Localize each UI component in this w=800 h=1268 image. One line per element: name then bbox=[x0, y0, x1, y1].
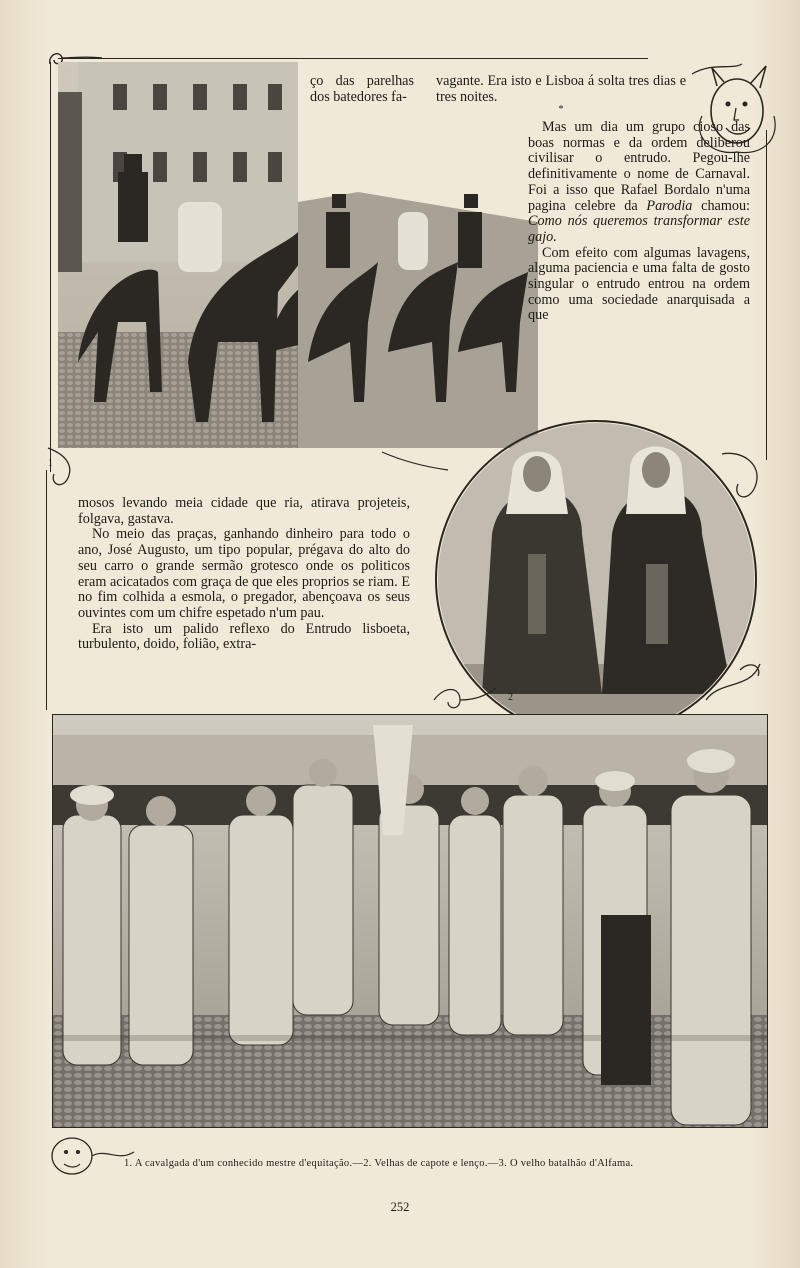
frame-right-line bbox=[766, 130, 767, 460]
photo-caption: 1. A cavalgada d'um conhecido mestre d'equitação.—2. Velhas de capote e lenço.—3. O velho batalhão d'Alfama. bbox=[124, 1158, 634, 1169]
figure-number-1: 1 bbox=[48, 458, 53, 469]
paragraph-4: Com efeito com algumas lavagens, alguma paciencia e uma falta de gosto singular o entrudo entrou na ordem como uma sociedade anarquisada a que bbox=[528, 244, 750, 324]
photo-cavalcade bbox=[58, 62, 298, 448]
paragraph-6: No meio das praças, ganhando dinheiro para todo o ano, José Augusto, um tipo popular, prégava do alto do seu carro o grande sermão grotesco onde os politicos eram acicatados com graça de que eles proprios se riam. E no fim colhida a esmola, o pregador, abençoava os seus ouvintes com um chifre espetado n'um pau. bbox=[78, 526, 410, 621]
paragraph-2: vagante. Era isto e Lisboa á solta tres dias e tres noites. bbox=[436, 73, 686, 105]
text-column-right bbox=[528, 120, 750, 324]
figure-number-2: 2 bbox=[508, 692, 513, 703]
frame-left-line-2 bbox=[46, 470, 47, 710]
paragraph-3: Mas um dia um grupo cioso das boas normas e da ordem deliberou civilisar o entrudo. Pegou-lhe definitivamente o nome de Carnaval. Foi a isso que Rafael Bordalo n'uma pagina celebre da Parodia chamou: Como nós queremos transformar este gajo. bbox=[528, 119, 750, 245]
swirl-ornament-bottom-right bbox=[700, 650, 770, 710]
paragraph-1: ço das parelhas dos batedores fa- bbox=[310, 73, 414, 105]
swirl-ornament-center bbox=[380, 446, 450, 476]
text-column-top-left bbox=[310, 74, 414, 105]
frame-top-line bbox=[58, 58, 648, 59]
asterisk-separator: * bbox=[558, 104, 564, 116]
caricature-ornament-bottom-left bbox=[46, 1128, 136, 1184]
paragraph-5: mosos levando meia cidade que ria, atirava projeteis, folgava, gastava. bbox=[78, 495, 410, 527]
swirl-ornament-right bbox=[712, 444, 772, 524]
text-column-top-right bbox=[436, 74, 686, 115]
photo-cavalcade-right bbox=[298, 62, 538, 448]
frame-left-line bbox=[50, 62, 51, 472]
photo-battalion bbox=[52, 714, 768, 1128]
page-number: 252 bbox=[390, 1200, 410, 1214]
swirl-ornament-left bbox=[44, 444, 104, 504]
text-column-middle bbox=[78, 496, 410, 653]
paragraph-7: Era isto um palido reflexo do Entrudo lisboeta, turbulento, doido, folião, extra- bbox=[78, 620, 410, 653]
